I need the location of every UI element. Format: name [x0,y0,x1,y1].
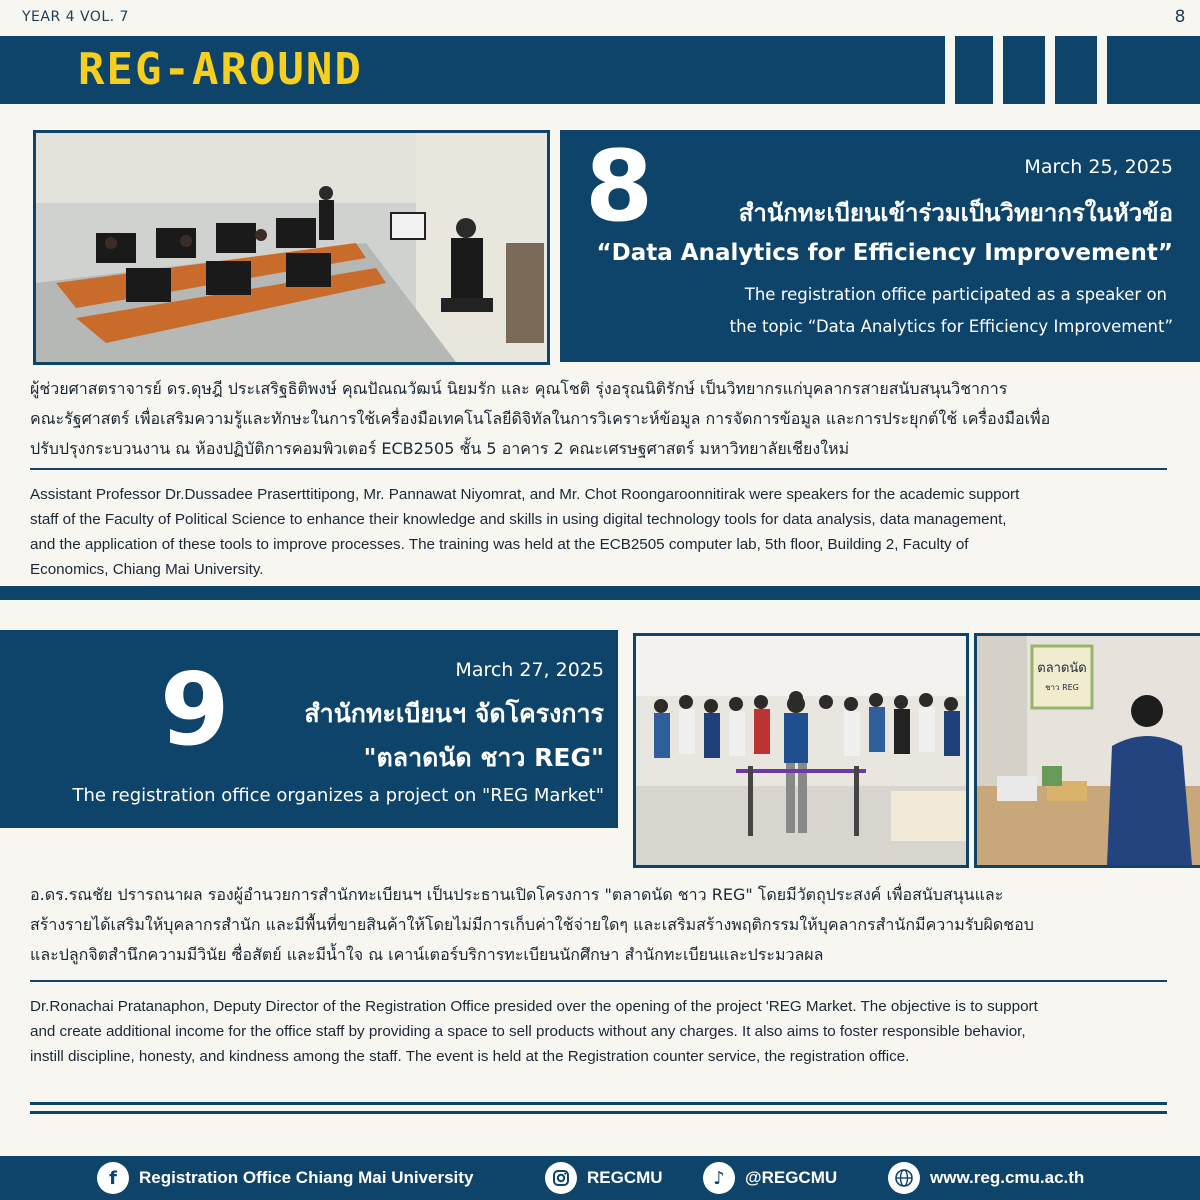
header-block [955,36,993,104]
paragraph-line: ปรับปรุงกระบวนงาน ณ ห้องปฏิบัติการคอมพิวเตอร์ ECB2505 ชั้น 5 อาคาร 2 คณะเศรษฐศาสตร์ มหาวิทยาลัยเชียงใหม่ [30,439,850,458]
story9-subtitle: The registration office organizes a project on "REG Market" [72,785,604,806]
paragraph-line: and create additional income for the office staff by providing a space to sell products without any charges. It also aims to foster responsible behavior, [30,1023,1026,1040]
facebook-icon: f [97,1162,129,1194]
tiktok-icon: ♪ [703,1162,735,1194]
issue-label: YEAR 4 VOL. 7 [22,9,129,25]
instagram-icon [545,1162,577,1194]
story9-body-en [30,994,1180,1069]
section-separator [0,586,1200,600]
section-title: REG-AROUND [78,44,363,95]
footer-facebook-text: Registration Office Chiang Mai University [139,1168,474,1187]
story8-date: March 25, 2025 [1024,156,1173,178]
page-number: 8 [1174,7,1186,27]
opening-ceremony-photo [633,633,969,868]
footer-facebook-link[interactable] [97,1156,473,1200]
footer-instagram-link[interactable] [545,1156,663,1200]
story8-subtitle-line2: the topic “Data Analytics for Efficiency Improvement” [729,317,1173,336]
paragraph-line: staff of the Faculty of Political Science to enhance their knowledge and skills in using digital technology tools for data analysis, data management, [30,511,1007,528]
story8-body-th [30,374,1180,464]
story9-date: March 27, 2025 [455,659,604,681]
paragraph-line: and the application of these tools to improve processes. The training was held at the ECB2505 computer lab, 5th floor, Building 2, Faculty of [30,536,969,553]
paragraph-line: อ.ดร.รณชัย ปรารถนาผล รองผู้อำนวยการสำนักทะเบียนฯ เป็นประธานเปิดโครงการ "ตลาดนัด ชาว REG" โดยมีวัตถุประสงค์ เพื่อสนับสนุนและ [30,885,1004,904]
footer-tiktok-text: @REGCMU [745,1168,838,1187]
story9-number: 9 [160,651,230,768]
story8-subtitle-line1: The registration office participated as a speaker on [744,285,1167,304]
computer-lab-photo [33,130,550,365]
paragraph-line: ผู้ช่วยศาสตราจารย์ ดร.ดุษฎี ประเสริฐธิติพงษ์ คุณปัณณวัฒน์ นิยมรัก และ คุณโชติ รุ่งอรุณนิติรักษ์ เป็นวิทยากรแก่บุคลากรสายสนับสนุนวิชาการ [30,379,1008,398]
market-stall-photo [974,633,1200,868]
story8-title-en: “Data Analytics for Efficiency Improvement” [596,240,1173,266]
story8-number: 8 [585,130,654,244]
story9-title-th-line1: สำนักทะเบียนฯ จัดโครงการ [304,699,604,728]
header-block [1107,36,1200,104]
story9-body-th [30,880,1180,970]
divider [30,980,1167,982]
paragraph-line: คณะรัฐศาสตร์ เพื่อเสริมความรู้และทักษะในการใช้เครื่องมือเทคโนโลยีดิจิทัลในการวิเคราะห์ข้อมูล การจัดการข้อมูล และการประยุกต์ใช้ เครื่องมือเพื่อ [30,409,1051,428]
header-block [1003,36,1045,104]
market-sign-text: ตลาดนัด [1037,661,1087,676]
divider [30,1111,1167,1114]
footer-website-link[interactable] [888,1156,1084,1200]
paragraph-line: instill discipline, honesty, and kindness among the staff. The event is held at the Registration counter service, the registration office. [30,1048,910,1065]
footer-tiktok-link[interactable] [703,1156,837,1200]
divider [30,1102,1167,1105]
paragraph-line: Assistant Professor Dr.Dussadee Praserttitipong, Mr. Pannawat Niyomrat, and Mr. Chot Roongaroonnitirak were speakers for the academic support [30,486,1020,503]
paragraph-line: Economics, Chiang Mai University. [30,561,264,578]
paragraph-line: และปลูกจิตสำนึกความมีวินัย ซื่อสัตย์ และมีน้ำใจ ณ เคาน์เตอร์บริการทะเบียนนักศึกษา สำนักทะเบียนและประมวลผล [30,945,824,964]
paragraph-line: สร้างรายได้เสริมให้บุคลากรสำนัก และมีพื้นที่ขายสินค้าให้โดยไม่มีการเก็บค่าใช้จ่ายใดๆ และเสริมสร้างพฤติกรรมให้บุคลากรสำนักมีความรับผิดชอบ [30,915,1034,934]
story8-title-th: สำนักทะเบียนเข้าร่วมเป็นวิทยากรในหัวข้อ [738,199,1173,227]
story9-title-th-line2: "ตลาดนัด ชาว REG" [363,743,604,772]
header-block [1055,36,1097,104]
market-sign-subtext: ชาว REG [1045,683,1079,692]
footer-website-text: www.reg.cmu.ac.th [930,1168,1085,1187]
divider [30,468,1167,470]
footer-instagram-text: REGCMU [587,1168,663,1187]
globe-icon [888,1162,920,1194]
paragraph-line: Dr.Ronachai Pratanaphon, Deputy Director of the Registration Office presided over the opening of the project 'REG Market. The objective is to support [30,998,1038,1015]
story8-body-en [30,482,1180,582]
